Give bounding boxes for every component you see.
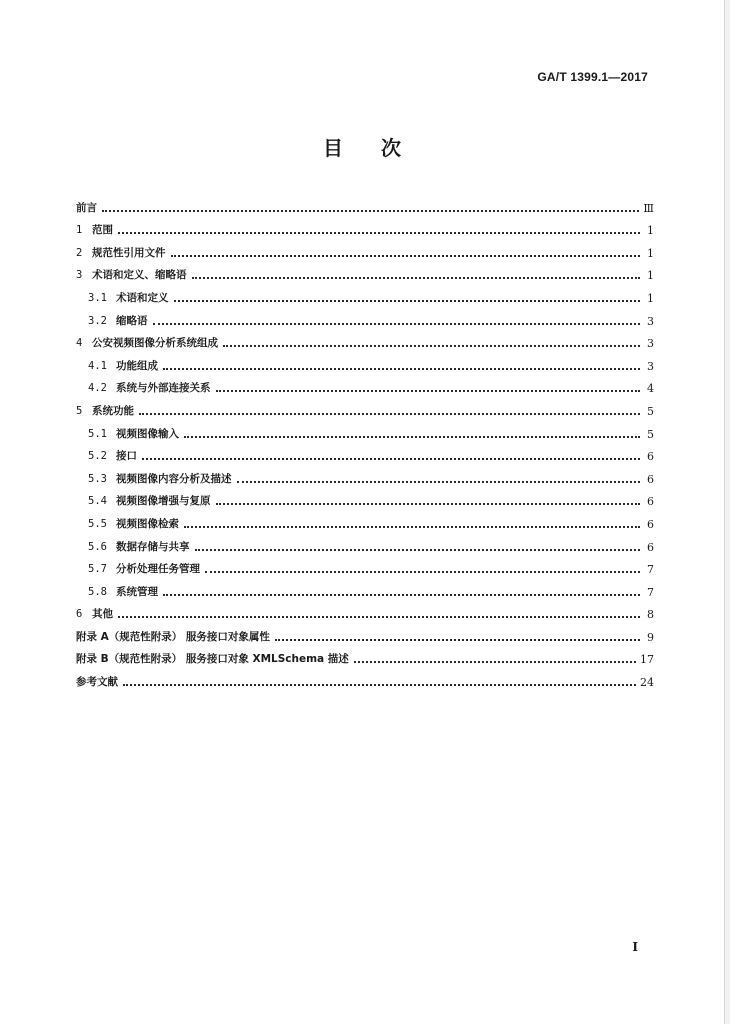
toc-dot-leader — [153, 323, 641, 325]
toc-dot-leader — [216, 503, 641, 505]
toc-entry-label: 视频图像增强与复原 — [116, 495, 211, 508]
toc-dot-leader — [184, 526, 640, 528]
toc-entry[interactable] — [76, 621, 654, 644]
toc-entry-page: 24 — [640, 676, 654, 690]
toc-dot-leader — [118, 232, 640, 234]
toc-dot-leader — [216, 390, 641, 392]
toc-dot-leader — [195, 549, 641, 551]
toc-entry[interactable] — [76, 554, 654, 577]
toc-dot-leader — [102, 210, 639, 212]
toc-entry-label: 公安视频图像分析系统组成 — [92, 337, 218, 350]
page-folio: I — [632, 940, 638, 954]
toc-entry[interactable] — [76, 237, 654, 260]
toc-dot-leader — [184, 436, 640, 438]
toc-dot-leader — [118, 616, 640, 618]
toc-entry-page: 6 — [647, 517, 654, 531]
toc-entry-label: 规范性引用文件 — [92, 246, 166, 259]
toc-dot-leader — [142, 458, 640, 460]
toc-entry-page: 5 — [647, 427, 654, 441]
toc-dot-leader — [163, 368, 640, 370]
toc-entry[interactable] — [76, 463, 654, 486]
toc-entry-label: 其他 — [92, 608, 113, 621]
toc-entry-label: 缩略语 — [116, 314, 148, 327]
toc-entry-page: 9 — [647, 630, 654, 644]
toc-entry-page: 3 — [647, 314, 654, 328]
toc-entry-number: 3.1 — [88, 291, 107, 304]
toc-dot-leader — [192, 277, 641, 279]
toc-entry-page: 6 — [647, 472, 654, 486]
toc-entry[interactable] — [76, 350, 654, 373]
toc-entry[interactable] — [76, 441, 654, 464]
title-char-1: 目 — [323, 136, 343, 160]
toc-entry-label: 数据存储与共享 — [116, 540, 190, 553]
toc-entry-number: 4.1 — [88, 359, 107, 372]
toc-entry-page: 1 — [647, 291, 654, 305]
toc-entry[interactable] — [76, 192, 654, 215]
toc-entry-label: 系统管理 — [116, 585, 158, 598]
toc-entry-number: 5.5 — [88, 517, 107, 530]
toc-entry[interactable] — [76, 282, 654, 305]
toc-entry-page: Ⅲ — [643, 201, 654, 215]
toc-entry-page: 1 — [647, 246, 654, 260]
toc-entry-number: 5.6 — [88, 540, 107, 553]
toc-entry[interactable] — [76, 486, 654, 509]
toc-entry-label: 范围 — [92, 224, 113, 237]
toc-entry-page: 7 — [647, 563, 654, 577]
toc-entry[interactable] — [76, 576, 654, 599]
toc-entry-label: 视频图像输入 — [116, 427, 179, 440]
toc-entry-page: 1 — [647, 269, 654, 283]
toc-entry-page: 3 — [647, 337, 654, 351]
toc-entry-page: 8 — [647, 608, 654, 622]
toc-entry-number: 5 — [76, 404, 83, 417]
toc-entry[interactable] — [76, 418, 654, 441]
toc-entry-page: 3 — [647, 359, 654, 373]
toc-dot-leader — [163, 594, 640, 596]
toc-entry-page: 6 — [647, 450, 654, 464]
toc-dot-leader — [123, 684, 636, 686]
toc-entry[interactable] — [76, 644, 654, 667]
toc-entry-label: 功能组成 — [116, 359, 158, 372]
toc-entry-page: 7 — [647, 585, 654, 599]
toc-dot-leader — [275, 639, 640, 641]
toc-entry-label: 系统与外部连接关系 — [116, 382, 211, 395]
toc-dot-leader — [139, 413, 640, 415]
toc-entry[interactable] — [76, 531, 654, 554]
toc-entry-number: 5.8 — [88, 585, 107, 598]
toc-entry-number: 1 — [76, 224, 83, 237]
toc-entry[interactable] — [76, 666, 654, 689]
toc-entry[interactable] — [76, 395, 654, 418]
toc-entry-number: 5.3 — [88, 472, 107, 485]
toc-entry-label: 附录 B（规范性附录） 服务接口对象 XMLSchema 描述 — [76, 653, 349, 666]
toc-entry-page: 6 — [647, 495, 654, 509]
toc-entry-label: 参考文献 — [76, 676, 118, 689]
page-title — [0, 132, 724, 161]
toc-dot-leader — [354, 661, 636, 663]
toc-entry-page: 5 — [647, 404, 654, 418]
toc-dot-leader — [223, 345, 640, 347]
toc-dot-leader — [174, 300, 641, 302]
toc-entry-number: 5.7 — [88, 563, 107, 576]
document-number: GA/T 1399.1—2017 — [537, 70, 648, 84]
toc-entry-label: 接口 — [116, 450, 137, 463]
toc-entry[interactable] — [76, 373, 654, 396]
toc-entry[interactable] — [76, 260, 654, 283]
toc-entry-number: 3 — [76, 269, 83, 282]
toc-entry[interactable] — [76, 599, 654, 622]
toc-entry-number: 3.2 — [88, 314, 107, 327]
title-char-2: 次 — [381, 136, 401, 160]
toc-dot-leader — [171, 255, 641, 257]
toc-entry[interactable] — [76, 328, 654, 351]
toc-entry-page: 4 — [647, 382, 654, 396]
toc-entry-page: 6 — [647, 540, 654, 554]
toc-entry-page: 1 — [647, 224, 654, 238]
toc-dot-leader — [205, 571, 640, 573]
toc-entry-label: 术语和定义 — [116, 291, 169, 304]
toc-entry-label: 系统功能 — [92, 404, 134, 417]
toc-entry-label: 视频图像检索 — [116, 517, 179, 530]
toc-entry-label: 分析处理任务管理 — [116, 563, 200, 576]
toc-entry-number: 6 — [76, 608, 83, 621]
toc-entry-number: 4.2 — [88, 382, 107, 395]
toc-dot-leader — [237, 481, 641, 483]
toc-entry[interactable] — [76, 305, 654, 328]
toc-entry-number: 2 — [76, 246, 83, 259]
toc-entry-number: 5.2 — [88, 450, 107, 463]
toc-entry-label: 附录 A（规范性附录） 服务接口对象属性 — [76, 630, 270, 643]
toc-entry-page: 17 — [640, 653, 654, 667]
toc-entry-label: 前言 — [76, 201, 97, 214]
table-of-contents — [76, 192, 654, 689]
toc-entry[interactable] — [76, 508, 654, 531]
toc-entry[interactable] — [76, 215, 654, 238]
toc-entry-label: 视频图像内容分析及描述 — [116, 472, 232, 485]
toc-entry-label: 术语和定义、缩略语 — [92, 269, 187, 282]
toc-entry-number: 5.1 — [88, 427, 107, 440]
toc-entry-number: 4 — [76, 337, 83, 350]
toc-entry-number: 5.4 — [88, 495, 107, 508]
